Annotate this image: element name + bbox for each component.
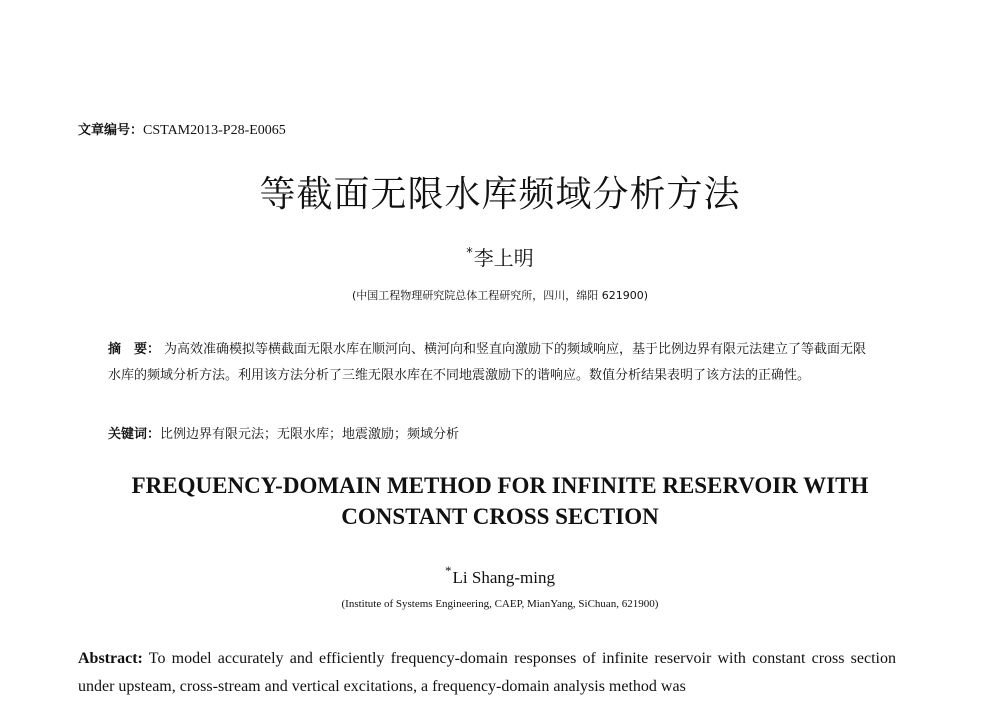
english-title (0, 470, 1000, 532)
chinese-abstract-text: 为高效准确模拟等横截面无限水库在顺河向、横河向和竖直向激励下的频域响应，基于比例边界有限元法建立了等截面无限水库的频域分析方法。利用该方法分析了三维无限水库在不同地震激励下的谐响应。数值分析结果表明了该方法的正确性。 (108, 342, 867, 383)
article-number (78, 119, 286, 139)
chinese-author (0, 242, 1000, 271)
author-mark-en: * (445, 563, 452, 578)
english-abstract-label: Abstract: (78, 650, 143, 667)
chinese-keywords-text: 比例边界有限元法；无限水库；地震激励；频域分析 (160, 427, 460, 442)
chinese-keywords-label: 关键词： (108, 427, 161, 442)
chinese-title: 等截面无限水库频域分析方法 (259, 174, 741, 215)
chinese-abstract-label: 摘 要： (108, 342, 161, 357)
english-affiliation: (Institute of Systems Engineering, CAEP, MianYang, SiChuan, 621900) (341, 598, 659, 610)
author-mark: * (466, 246, 473, 261)
english-author-name: Li Shang-ming (452, 568, 555, 587)
english-abstract (78, 645, 896, 701)
chinese-author-name: 李上明 (473, 246, 534, 270)
chinese-affiliation: (中国工程物理研究院总体工程研究所，四川，绵阳 621900) (351, 289, 649, 302)
article-number-value: CSTAM2013-P28-E0065 (143, 123, 286, 138)
chinese-abstract (108, 337, 868, 389)
english-title-line-2: CONSTANT CROSS SECTION (341, 504, 659, 529)
chinese-keywords (108, 423, 868, 442)
english-author (0, 563, 1000, 588)
english-abstract-text: To model accurately and efficiently frequency-domain responses of infinite reservoir with constant cross section under upsteam, cross-stream and vertical excitations, a frequency-domain analysis method was (78, 650, 896, 695)
english-title-line-1: FREQUENCY-DOMAIN METHOD FOR INFINITE RESERVOIR WITH (131, 473, 869, 498)
article-number-label: 文章编号： (78, 123, 144, 138)
